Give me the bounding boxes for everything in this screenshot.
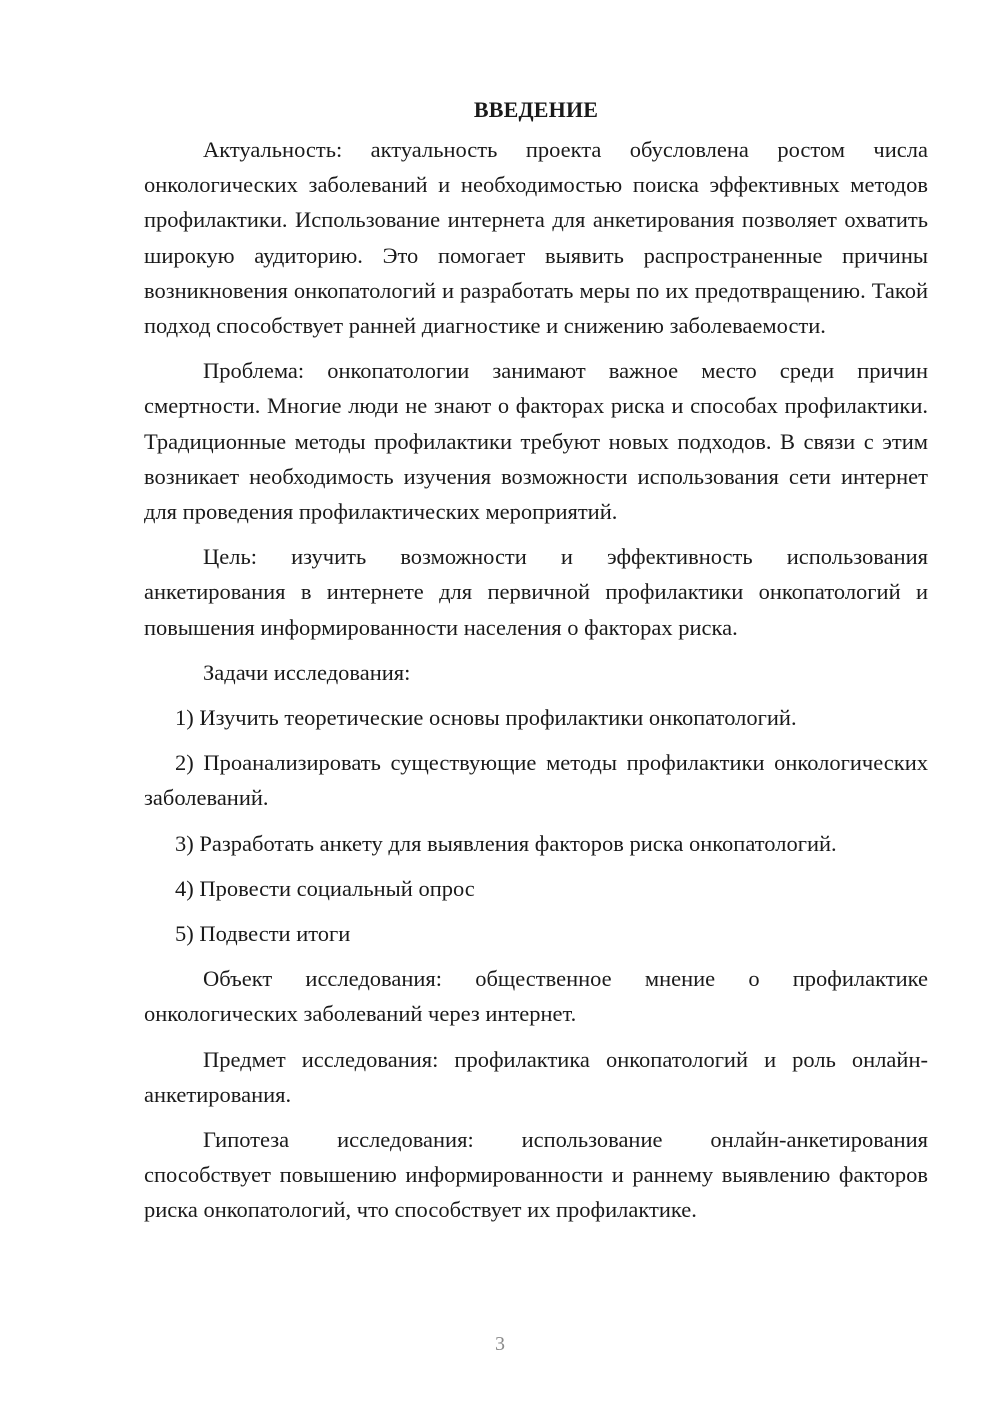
task-item-5: 5) Подвести итоги	[175, 921, 351, 947]
page-number: 3	[495, 1333, 505, 1355]
section-heading: ВВЕДЕНИЕ	[473, 97, 599, 122]
document-page	[144, 88, 928, 1228]
task-item-4: 4) Провести социальный опрос	[175, 875, 475, 901]
problem-paragraph: Проблема: онкопатологии занимают важное место среди причин смертности. Многие люди не знают о факторах риска и способах профилактики. Традиционные методы профилактики требуют новых подходов. В связи с этим возникает необходимость изучения возможности использования сети интернет для проведения профилактических мероприятий.	[144, 358, 928, 525]
subject-paragraph: Предмет исследования: профилактика онкопатологий и роль онлайн-анкетирования.	[144, 1046, 928, 1107]
hypothesis-paragraph: Гипотеза исследования: использование онлайн-анкетирования способствует повышению информированности и раннему выявлению факторов риска онкопатологий, что способствует их профилактике.	[144, 1127, 928, 1223]
task-item-2: 2) Проанализировать существующие методы профилактики онкологических заболеваний.	[144, 750, 928, 811]
object-paragraph: Объект исследования: общественное мнение о профилактике онкологических заболеваний через интернет.	[144, 966, 928, 1027]
relevance-paragraph: Актуальность: актуальность проекта обусловлена ростом числа онкологических заболеваний и необходимостью поиска эффективных методов профилактики. Использование интернета для анкетирования позволяет охватить широкую аудиторию. Это помогает выявить распространенные причины возникновения онкопатологий и разработать меры по их предотвращению. Такой подход способствует ранней диагностике и снижению заболеваемости.	[144, 137, 928, 339]
task-item-1: 1) Изучить теоретические основы профилактики онкопатологий.	[175, 705, 797, 731]
tasks-title: Задачи исследования:	[203, 659, 411, 685]
task-item-3: 3) Разработать анкету для выявления факторов риска онкопатологий.	[175, 830, 837, 856]
goal-paragraph: Цель: изучить возможности и эффективность использования анкетирования в интернете для первичной профилактики онкопатологий и повышения информированности населения о факторах риска.	[144, 544, 928, 640]
